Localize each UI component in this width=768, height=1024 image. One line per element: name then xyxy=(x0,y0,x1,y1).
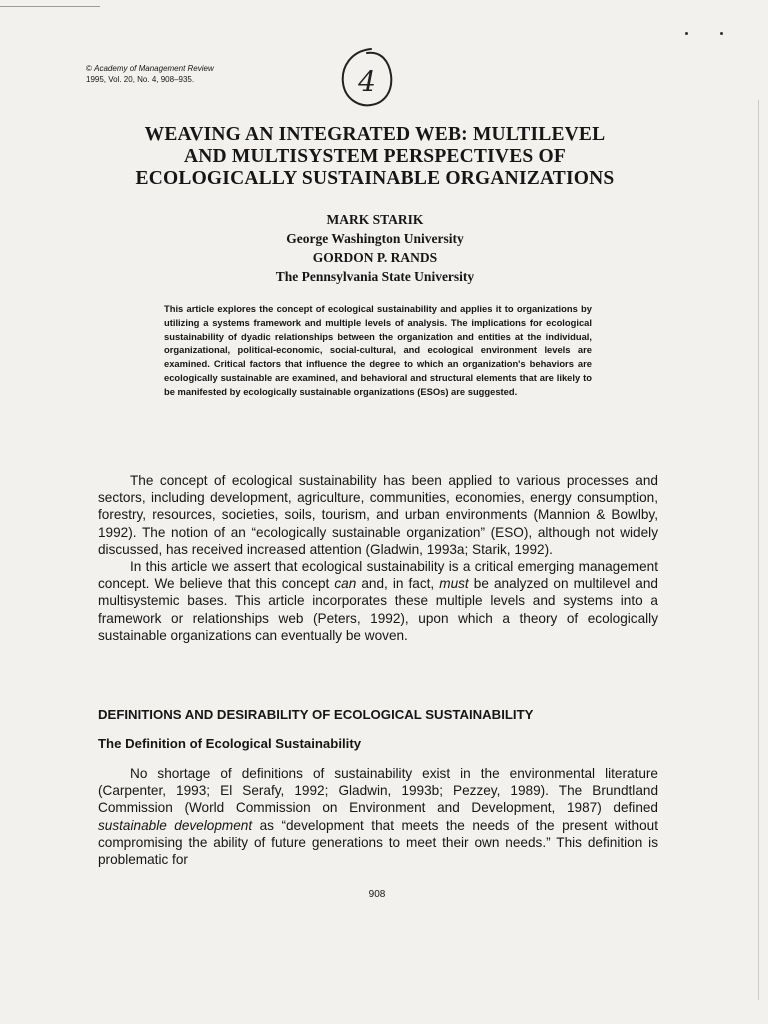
scan-speck xyxy=(685,32,688,35)
journal-citation xyxy=(86,63,214,85)
scan-edge-line-right xyxy=(758,100,759,1000)
author-name: GORDON P. RANDS xyxy=(312,250,438,265)
title-line: AND MULTISYSTEM PERSPECTIVES OF xyxy=(183,146,566,167)
emphasis-must: must xyxy=(439,576,469,592)
author-block xyxy=(160,210,590,286)
body-text-block xyxy=(98,765,658,868)
paragraph: In this article we assert that ecological sustainability is a critical emerging management concept. We believe that this concept can and, in fact, must be analyzed on multilevel and multisystemic bases. This article incorporates these multiple levels and systems into a framework or relationships web (Peters, 1992), upon which a theory of ecologically sustainable organizations can eventually be woven. xyxy=(98,559,658,643)
scan-edge-line xyxy=(0,6,100,7)
emphasis-can: can xyxy=(334,576,357,592)
author-affiliation: George Washington University xyxy=(286,231,464,246)
handwritten-digit: 4 xyxy=(358,65,376,98)
page-number: 908 xyxy=(368,889,386,900)
article-title xyxy=(60,124,690,190)
copyright-symbol: © xyxy=(86,64,92,73)
title-line: ECOLOGICALLY SUSTAINABLE ORGANIZATIONS xyxy=(135,168,615,189)
paragraph: The concept of ecological sustainability has been applied to various processes and sectors, including development, agriculture, communities, economies, energy consumption, forestry, resources, societies, soils, tourism, and urban environments (Mannion & Bowlby, 1992). The notion of an “ecologically sustainable organization” (ESO), although not widely discussed, has received increased attention (Gladwin, 1993a; Starik, 1992). xyxy=(98,473,658,557)
journal-name: Academy of Management Review xyxy=(94,64,214,73)
author-name: MARK STARIK xyxy=(326,212,424,227)
subsection-heading: The Definition of Ecological Sustainability xyxy=(98,736,362,751)
paragraph: No shortage of definitions of sustainability exist in the environmental literature (Carpenter, 1993; El Serafy, 1992; Gladwin, 1993b; Pezzey, 1989). The Brundtland Commission (World Commission on Environment and Development, 1987) defined sustainable development as “development that meets the needs of the present without compromising the ability of future generations to meet their own needs.” This definition is problematic for xyxy=(98,766,659,868)
section-heading: DEFINITIONS AND DESIRABILITY OF ECOLOGICAL SUSTAINABILITY xyxy=(98,707,534,722)
journal-details: 1995, Vol. 20, No. 4, 908–935. xyxy=(86,75,195,84)
body-text-block xyxy=(98,472,658,644)
author-affiliation: The Pennsylvania State University xyxy=(275,269,475,284)
handwritten-number-mark xyxy=(337,45,397,111)
scan-speck xyxy=(720,32,723,35)
emphasis-sustainable-development: sustainable development xyxy=(98,817,253,833)
title-line: WEAVING AN INTEGRATED WEB: MULTILEVEL xyxy=(144,124,606,145)
abstract: This article explores the concept of ecological sustainability and applies it to organizations by utilizing a systems framework and multiple levels of analysis. The implications for ecological sustainability of dyadic relationships between the organization and entities at the individual, organizational, political-economic, social-cultural, and ecological environment levels are examined. Critical factors that influence the degree to which an organization's behaviors are ecologically sustainable are examined, and behavioral and structural elements that are likely to be manifested by ecologically sustainable organizations (ESOs) are suggested. xyxy=(164,303,592,397)
